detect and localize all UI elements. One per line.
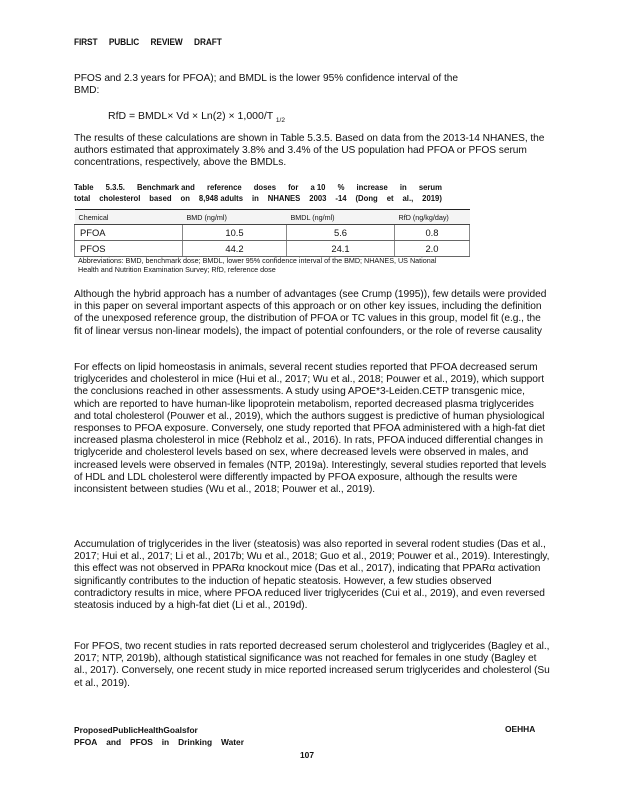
intro-line: BMD:: [74, 85, 100, 97]
results-paragraph: The results of these calculations are shown in Table 5.3.5. Based on data from the 2013-14 NHANES, the authors estimated that approximately 3.8% and 3.4% of the US population had PFOA or PFOS serum concentrations, respectively, above the BMDLs.: [74, 133, 545, 169]
table-cell: PFOA: [75, 225, 183, 241]
footer-line-2: PFOA and PFOS in Drinking Water: [74, 737, 244, 747]
table-row: [75, 225, 470, 241]
column-header: Chemical: [75, 210, 183, 225]
table-header-row: [75, 210, 470, 225]
table-cell: 44.2: [183, 241, 287, 257]
intro-text: [74, 73, 550, 97]
table-cell: 5.6: [287, 225, 395, 241]
body-paragraph: Although the hybrid approach has a number of advantages (see Crump (1995)), few details were provided in this paper on several important aspects of this approach or on other key issues, including the definition of the unexposed reference group, the distribution of PFOA or TC values in this group, model fit (e.g., the fit of linear versus non-linear models), the impact of potential confounders, or the role of reverse causality: [74, 289, 547, 337]
table-row: [75, 241, 470, 257]
table-cell: 2.0: [395, 241, 470, 257]
table-cell: PFOS: [75, 241, 183, 257]
benchmark-dose-table: [74, 209, 470, 257]
table-cell: 24.1: [287, 241, 395, 257]
rfd-formula: [108, 110, 285, 124]
body-paragraph: For effects on lipid homeostasis in animals, several recent studies reported that PFOA decreased serum triglycerides and cholesterol in mice (Hui et al., 2017; Wu et al., 2018; Pouwer et al., 2019), which support the conclusions reached in other assessments. A study using APOE*3-Leiden.CETP transgenic mice, which are reported to have human-like lipoprotein metabolism, reported decreased plasma triglycerides and total cholesterol (Pouwer et al., 2019), which the authors suggest is predictive of human physiological responses to PFOA exposure. Conversely, one study reported that PFOA administered with a high-fat diet increased plasma cholesterol in mice (Rebholz et al., 2016). In rats, PFOA induced differential changes in triglyceride and cholesterol levels based on sex, where decreased levels were observed in males, and increased levels were observed in females (NTP, 2019a). Interestingly, several studies reported that levels of HDL and LDL cholesterol were differently impacted by PFOA exposure, although the results were inconsistent between studies (Wu et al., 2018; Pouwer et al., 2019).: [74, 362, 547, 496]
table-abbreviations: Abbreviations: BMD, benchmark dose; BMDL, lower 95% confidence interval of the BMD; NHANES, US National Health and Nutrition Examination Survey; RfD, reference dose: [78, 256, 437, 274]
agency-label: OEHHA: [505, 724, 536, 734]
draft-header: FIRST PUBLIC REVIEW DRAFT: [74, 37, 222, 47]
footer-title: [74, 724, 244, 748]
footer-line-1: Proposed Public Health Goals for: [74, 725, 198, 735]
column-header: BMD (ng/ml): [183, 210, 287, 225]
column-header: RfD (ng/kg/day): [395, 210, 470, 225]
formula-subscript: 1/2: [275, 117, 285, 125]
caption-line-1: Table 5.3.5. Benchmark and reference doses for a 10 % increase in serum: [74, 182, 442, 192]
page-number: 107: [300, 750, 314, 760]
column-header: BMDL (ng/ml): [287, 210, 395, 225]
body-paragraph: Accumulation of triglycerides in the liver (steatosis) was also reported in several rodent studies (Das et al., 2017; Hui et al., 2017; Li et al., 2017b; Wu et al., 2018; Guo et al., 2019; Pouwer et al., 2019). Interestingly, this effect was not observed in PPARα knockout mice (Das et al., 2017), indicating that PPARα activation significantly contributes to the induction of hepatic steatosis. However, a few studies observed contradictory results in mice, where PFOA reduced liver triglycerides (Cui et al., 2019), and even reversed steatosis induced by a high-fat diet (Li et al., 2019d).: [74, 539, 550, 612]
body-paragraph: For PFOS, two recent studies in rats reported decreased serum cholesterol and triglycerides (Bagley et al., 2017; NTP, 2019b), although statistical significance was not reached for females in one study (Bagley et al., 2017). Conversely, one recent study in mice reported increased serum triglycerides and cholesterol (Su et al., 2019).: [74, 641, 550, 689]
intro-line: PFOS and 2.3 years for PFOA); and BMDL is the lower 95% confidence interval of the: [74, 73, 458, 84]
table-cell: 10.5: [183, 225, 287, 241]
table-caption: [74, 182, 442, 204]
formula-main: RfD = BMDL× Vd × Ln(2) × 1,000/T: [108, 110, 273, 122]
table-cell: 0.8: [395, 225, 470, 241]
caption-line-2: total cholesterol based on 8,948 adults in NHANES 2003 -14 (Dong et al., 2019): [74, 193, 442, 203]
